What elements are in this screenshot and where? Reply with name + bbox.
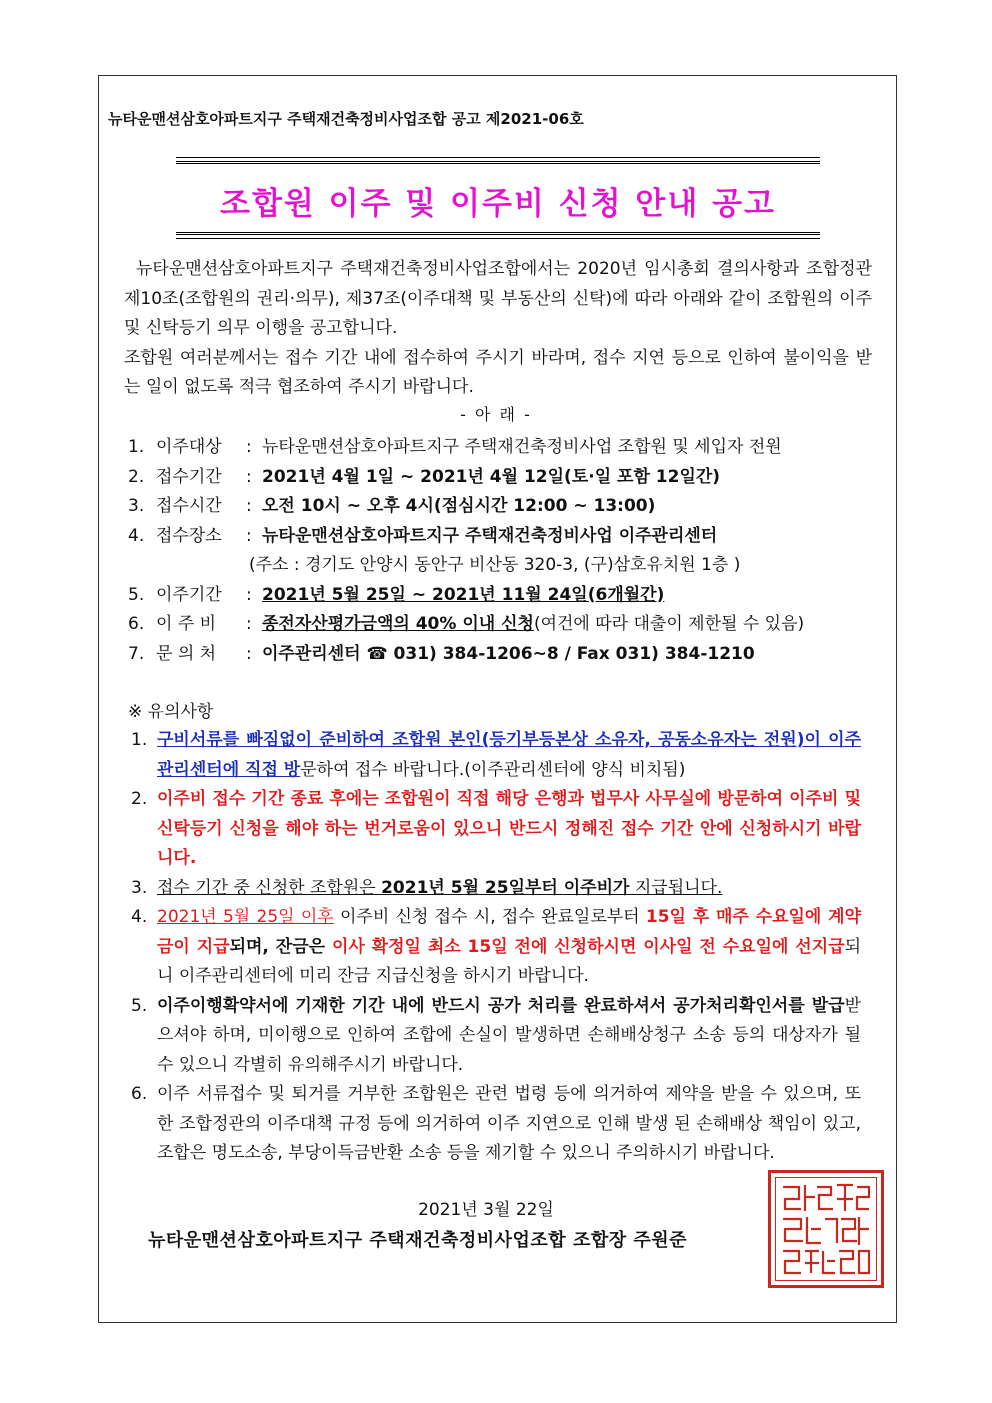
detail-item bbox=[128, 640, 888, 670]
notice-number: 뉴타운맨션삼호아파트지구 주택재건축정비사업조합 공고 제2021-06호 bbox=[108, 110, 584, 128]
note-number: 6. bbox=[131, 1084, 148, 1104]
item-label: 접수장소 bbox=[156, 525, 222, 546]
note-text: 문하여 접수 바랍니다.(이주관리센터에 양식 비치됨) bbox=[300, 759, 686, 780]
intro-paragraph: 뉴타운맨션삼호아파트지구 주택재건축정비사업조합에서는 2020년 임시총회 결의사항과 조합정관 제10조(조합원의 권리·의무), 제37조(이주대책 및 부동산의 신탁)에 따라 아래와 같이 조합원의 이주 및 신탁등기 의무 이행을 공고합니다. bbox=[124, 259, 872, 338]
note-number: 4. bbox=[131, 907, 148, 927]
intro-paragraph: 조합원 여러분께서는 접수 기간 내에 접수하여 주시기 바라며, 접수 지연 등으로 인하여 불이익을 받는 일이 없도록 적극 협조하여 주시기 바랍니다. bbox=[124, 347, 872, 397]
detail-item bbox=[128, 581, 888, 611]
item-value: 이주관리센터 ☎ 031) 384-1206~8 / Fax 031) 384-1210 bbox=[262, 643, 755, 664]
note-item bbox=[131, 992, 861, 1081]
details-list bbox=[128, 433, 888, 669]
note-number: 2. bbox=[131, 789, 148, 809]
item-colon: : bbox=[246, 496, 252, 516]
item-value: 2021년 5월 25일 ~ 2021년 11월 24일(6개월간) bbox=[262, 584, 665, 605]
item-colon: : bbox=[246, 437, 252, 457]
note-emphasis: 이사 확정일 최소 15일 전에 신청하시면 이사일 전 수요일에 선지급 bbox=[331, 936, 845, 957]
item-value: 2021년 4월 1일 ~ 2021년 4월 12일(토·일 포함 12일간) bbox=[262, 466, 721, 487]
item-label: 이 주 비 bbox=[156, 614, 217, 634]
item-number: 5. bbox=[128, 584, 145, 605]
item-label: 이주기간 bbox=[156, 584, 222, 605]
item-number: 6. bbox=[128, 614, 145, 634]
below-label: - 아 래 - bbox=[460, 405, 532, 424]
address-line: (주소 : 경기도 안양시 동안구 비산동 320-3, (구)삼호유치원 1층 ) bbox=[249, 555, 741, 575]
item-number: 7. bbox=[128, 643, 145, 664]
note-text: 되며, 잔금은 bbox=[229, 936, 332, 957]
seal-pattern bbox=[771, 1173, 881, 1285]
item-number: 4. bbox=[128, 525, 145, 546]
note-item bbox=[131, 1080, 861, 1169]
detail-item bbox=[128, 492, 888, 522]
item-colon: : bbox=[246, 466, 252, 487]
note-item bbox=[131, 785, 861, 874]
item-colon: : bbox=[246, 584, 252, 605]
item-value: 뉴타운맨션삼호아파트지구 주택재건축정비사업 조합원 및 세입자 전원 bbox=[262, 437, 782, 457]
official-seal bbox=[768, 1170, 884, 1288]
note-item bbox=[131, 903, 861, 992]
intro-text bbox=[124, 255, 872, 403]
page-title: 조합원 이주 및 이주비 신청 안내 공고 bbox=[220, 186, 776, 222]
item-value: 오전 10시 ~ 오후 4시(점심시간 12:00 ~ 13:00) bbox=[262, 496, 656, 516]
item-colon: : bbox=[246, 643, 252, 664]
detail-item bbox=[128, 463, 888, 493]
note-text: 이주비 신청 접수 시, 접수 완료일로부터 bbox=[333, 907, 646, 927]
notes-list bbox=[131, 726, 861, 1169]
note-number: 5. bbox=[131, 995, 148, 1016]
item-number: 1. bbox=[128, 437, 145, 457]
item-number: 3. bbox=[128, 496, 145, 516]
note-number: 3. bbox=[131, 877, 148, 898]
note-emphasis: 15일 후 매주 수요일에 계약금이 지급 bbox=[157, 907, 861, 957]
note-emphasis: 이주비 접수 기간 종료 후에는 조합원이 직접 해당 은행과 법무사 사무실에 방문하여 이주비 및 신탁등기 신청을 해야 하는 번거로움이 있으니 반드시 정해진 접수 기간 안에 신청하시기 바랍니다. bbox=[157, 789, 861, 868]
note-text: 받으셔야 하며, 미이행으로 인하여 조합에 손실이 발생하면 손해배상청구 소송 등의 대상자가 될 수 있으니 각별히 유의해주시기 바랍니다. bbox=[157, 995, 861, 1075]
item-value: 종전자산평가금액의 40% 이내 신청 bbox=[262, 614, 534, 634]
note-text: 되니 이주관리센터에 미리 잔금 지급신청을 하시기 바랍니다. bbox=[157, 936, 861, 986]
note-emphasis: 구비서류를 빠짐없이 준비하여 조합원 본인(등기부등본상 소유자, 공동소유자는 전원)이 이주관리센터에 직접 방 bbox=[157, 730, 861, 780]
detail-item bbox=[128, 433, 888, 463]
item-value: 뉴타운맨션삼호아파트지구 주택재건축정비사업 이주관리센터 bbox=[262, 525, 718, 546]
item-note: (여건에 따라 대출이 제한될 수 있음) bbox=[533, 614, 805, 634]
note-emphasis: 2021년 5월 25일 이후 bbox=[157, 907, 334, 927]
note-emphasis: 이주이행확약서에 기재한 기간 내에 반드시 공가 처리를 완료하셔서 공가처리확인서를 발급 bbox=[157, 995, 845, 1016]
item-label: 이주대상 bbox=[156, 437, 222, 457]
item-label: 접수기간 bbox=[156, 466, 222, 487]
notes-heading: ※ 유의사항 bbox=[128, 702, 214, 722]
item-number: 2. bbox=[128, 466, 145, 487]
note-text: 접수 기간 중 신청한 조합원은 bbox=[157, 877, 382, 898]
note-text: 지급됩니다. bbox=[629, 877, 723, 898]
notice-date: 2021년 3월 22일 bbox=[418, 1200, 554, 1220]
item-colon: : bbox=[246, 614, 252, 634]
note-emphasis: 2021년 5월 25일부터 이주비가 bbox=[381, 877, 630, 898]
note-item bbox=[131, 874, 861, 904]
detail-item bbox=[128, 522, 888, 552]
item-label: 문 의 처 bbox=[156, 643, 217, 664]
item-label: 접수시간 bbox=[156, 496, 222, 516]
note-number: 1. bbox=[131, 730, 148, 750]
signer-line: 뉴타운맨션삼호아파트지구 주택재건축정비사업조합 조합장 주원준 bbox=[148, 1230, 688, 1251]
note-text: 이주 서류접수 및 퇴거를 거부한 조합원은 관련 법령 등에 의거하여 제약을 받을 수 있으며, 또한 조합정관의 이주대책 규정 등에 의거하여 이주 지연으로 인해 발생 된 손해배상 책임이 있고, 조합은 명도소송, 부당이득금반환 소송 등을 제기할 수 있으니 주의하시기 바랍니다. bbox=[157, 1084, 861, 1163]
title-box bbox=[176, 161, 820, 235]
detail-item bbox=[128, 610, 888, 640]
item-colon: : bbox=[246, 525, 252, 546]
note-item bbox=[131, 726, 861, 785]
